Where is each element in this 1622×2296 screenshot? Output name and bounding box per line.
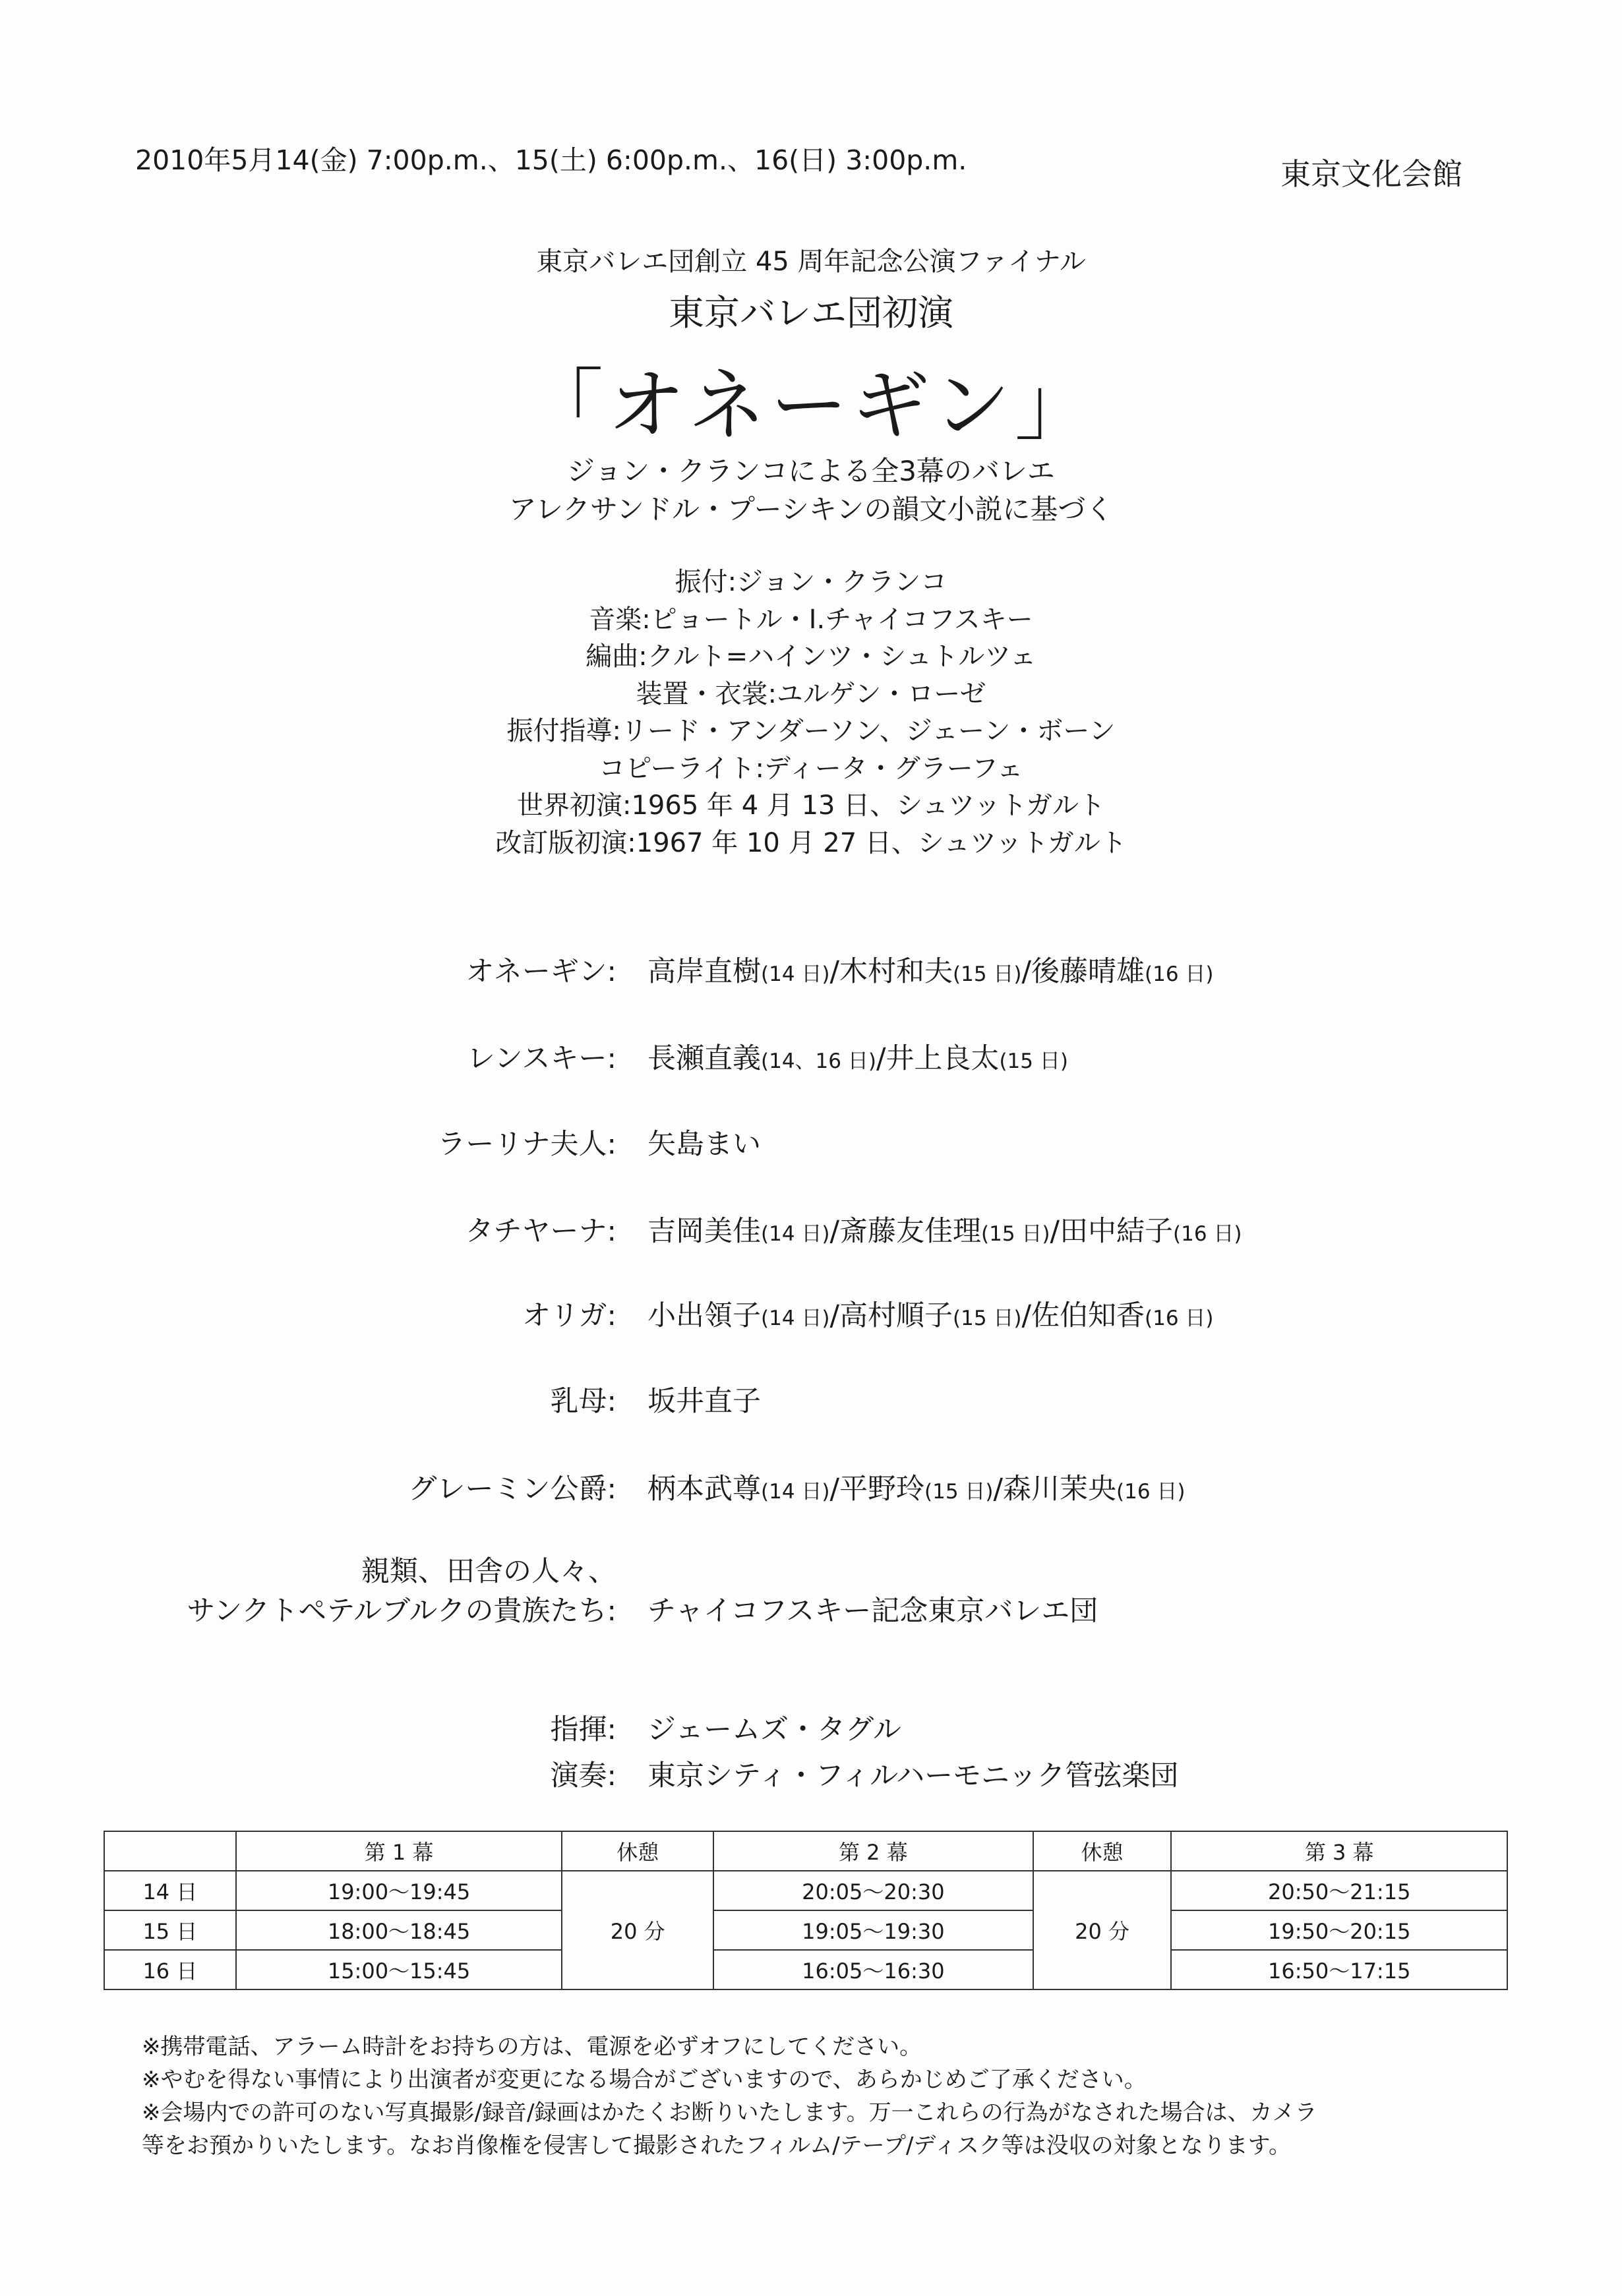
table-cell-act3: 20:50〜21:15 [1171,1871,1507,1910]
credit-staging: 振付指導:リード・アンダーソン、ジェーン・ボーン [506,716,1116,746]
cast-names: 長瀬直義(14、16 日)/井上良太(15 日) [647,1042,1068,1075]
table-cell-day: 15 日 [104,1910,236,1950]
role-label: 演奏: [550,1759,616,1792]
cast-row-orchestra [0,1753,1622,1800]
role-label: タチヤーナ: [465,1215,616,1248]
schedule-table [104,1831,1508,1990]
premiere-line: 東京バレエ団初演 [669,292,953,334]
table-cell-act1: 19:00〜19:45 [236,1871,562,1910]
credit-design: 装置・衣裳:ユルゲン・ローゼ [636,678,986,709]
role-label: レンスキー: [466,1042,616,1075]
table-header: 第 2 幕 [713,1831,1033,1871]
cast-row-tatiana [0,1209,1622,1255]
performance-dates: 2010年5月14(金) 7:00p.m.、15(土) 6:00p.m.、16(日) 3:00p.m. [135,144,967,176]
credit-copyright: コピーライト:ディータ・グラーフェ [599,753,1023,784]
cast-names: 吉岡美佳(14 日)/斎藤友佳理(15 日)/田中結子(16 日) [647,1215,1242,1248]
cast-names: ジェームズ・タグル [647,1713,901,1746]
credit-world-premiere: 世界初演:1965 年 4 月 13 日、シュツットガルト [517,790,1105,821]
table-cell-act2: 16:05〜16:30 [713,1950,1033,1989]
cast-row-olga [0,1293,1622,1339]
cast-row-ensemble-2 [0,1589,1622,1635]
cast-row-onegin [0,949,1622,995]
table-cell-act1: 18:00〜18:45 [236,1910,562,1950]
notes-block [142,2030,1317,2162]
role-label: ラーリナ夫人: [437,1128,616,1161]
table-cell-day: 16 日 [104,1950,236,1989]
anniversary-line: 東京バレエ団創立 45 周年記念公演ファイナル [536,247,1086,277]
role-label: 指揮: [550,1713,616,1746]
cast-names: 矢島まい [647,1128,761,1161]
subtitle-2: アレクサンドル・プーシキンの韻文小説に基づく [508,493,1114,525]
subtitle-1: ジョン・クランコによる全3幕のバレエ [567,455,1055,487]
role-label: 親類、田舎の人々、 [361,1555,616,1588]
table-header: 第 1 幕 [236,1831,562,1871]
cast-row-gremin [0,1467,1622,1513]
table-header: 休憩 [562,1831,713,1871]
note-cast-changes: ※やむを得ない事情により出演者が変更になる場合がございますので、あらかじめご了承ください。 [142,2067,1147,2093]
cast-row-nurse [0,1379,1622,1425]
role-label: 乳母: [550,1385,616,1418]
note-recording: ※会場内での許可のない写真撮影/録音/録画はかたくお断りいたします。万一これらの行為がなされた場合は、カメラ [142,2100,1317,2126]
role-label: グレーミン公爵: [408,1473,616,1506]
table-cell-act1: 15:00〜15:45 [236,1950,562,1989]
table-header-row [104,1831,1507,1871]
credit-arrangement: 編曲:クルト=ハインツ・シュトルツェ [586,641,1036,672]
cast-names: 柄本武尊(14 日)/平野玲(15 日)/森川茉央(16 日) [647,1473,1186,1506]
table-cell-act2: 20:05〜20:30 [713,1871,1033,1910]
table-cell-act2: 19:05〜19:30 [713,1910,1033,1950]
table-cell-act3: 19:50〜20:15 [1171,1910,1507,1950]
cast-row-lensky [0,1036,1622,1082]
cast-names: 高岸直樹(14 日)/木村和夫(15 日)/後藤晴雄(16 日) [647,955,1214,988]
table-cell-intermission: 20 分 [1033,1871,1172,1989]
cast-names: 小出領子(14 日)/高村順子(15 日)/佐伯知香(16 日) [647,1299,1214,1332]
role-label: サンクトペテルブルクの貴族たち: [187,1595,616,1628]
note-recording-cont: 等をお預かりいたします。なお肖像権を侵害して撮影されたフィルム/テープ/ディスク等は没収の対象となります。 [142,2133,1291,2159]
table-row [104,1910,1507,1950]
table-cell-act3: 16:50〜17:15 [1171,1950,1507,1989]
credit-choreography: 振付:ジョン・クランコ [675,567,947,597]
cast-names: チャイコフスキー記念東京バレエ団 [647,1595,1098,1628]
table-row [104,1950,1507,1989]
credit-music: 音楽:ピョートル・I.チャイコフスキー [589,604,1033,635]
role-label: オリガ: [522,1299,616,1332]
table-header: 休憩 [1033,1831,1172,1871]
role-label: オネーギン: [466,955,616,988]
note-phones: ※携帯電話、アラーム時計をお持ちの方は、電源を必ずオフにしてください。 [142,2034,922,2060]
table-row [104,1871,1507,1910]
table-header [104,1831,236,1871]
table-header: 第 3 幕 [1171,1831,1507,1871]
cast-names: 東京シティ・フィルハーモニック管弦楽団 [647,1759,1179,1792]
page-title: 「オネーギン」 [526,360,1096,451]
credits-block [0,564,1622,862]
cast-names: 坂井直子 [647,1385,761,1418]
credit-revised-premiere: 改訂版初演:1967 年 10 月 27 日、シュツットガルト [495,827,1127,858]
venue: 東京文化会館 [1280,156,1462,192]
table-cell-intermission: 20 分 [562,1871,713,1989]
cast-row-larina [0,1122,1622,1168]
table-cell-day: 14 日 [104,1871,236,1910]
cast-row-conductor [0,1707,1622,1753]
